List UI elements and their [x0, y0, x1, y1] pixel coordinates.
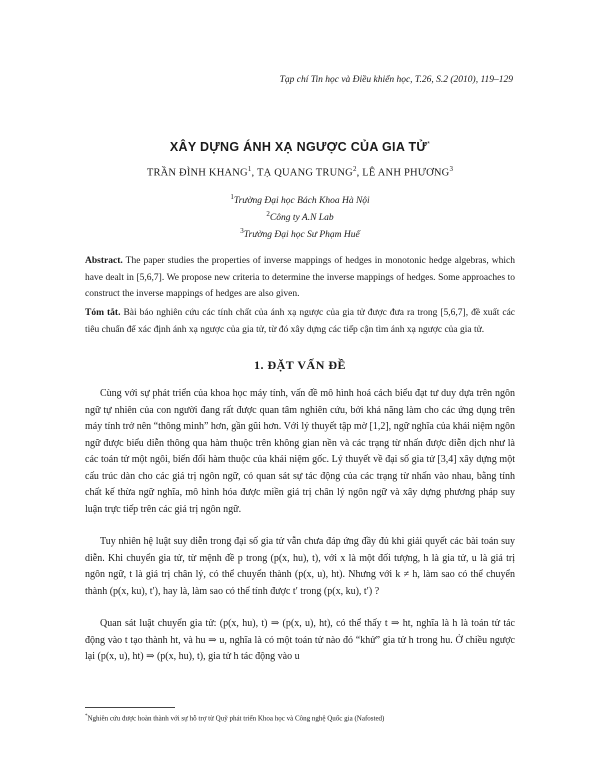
footnote-rule	[85, 707, 175, 708]
footnote	[85, 712, 515, 723]
footnote-text: Nghiên cứu được hoàn thành với sự hỗ trợ từ Quỹ phát triển Khoa học và Công nghệ Quốc gia (Nafosted)	[87, 714, 385, 723]
affiliation-3-sup: 3	[240, 227, 244, 235]
author-2-sup: 2	[352, 165, 357, 173]
abstract-label: Abstract.	[85, 256, 123, 266]
section-heading: 1. ĐẶT VẤN ĐỀ	[253, 358, 347, 372]
abstract-text: The paper studies the properties of inverse mappings of hedges in monotonic hedge algebras, which have dealt in [5,6,7]. We propose new criteria to determine the inverse mappings of hedges. Some approaches to construct the inverse mappings of hedges are also given.	[85, 256, 515, 299]
affiliation-3	[0, 227, 600, 240]
author-list: TRẦN ĐÌNH KHANG$^1$, TẠ QUANG TRUNG$^2$, LÊ ANH PHƯƠNG$^3$	[146, 165, 454, 179]
paragraph-3: Quan sát luật chuyển gia tử: (p(x, hu), t) ⇒ (p(x, u), ht), có thể thấy t ⇒ ht, nghĩa là h là toán tử tác động vào t tạo thành ht, và hu ⇒ u, nghĩa là có một toán tử nào đó “khử” gia tử h trong hu. Ở chiều ngược lại (p(x, u), ht) ⇒ (p(x, hu), t), gia tử h tác động vào u	[85, 618, 515, 662]
author-1-sup: 1	[247, 165, 252, 173]
affiliation-1	[0, 193, 600, 206]
tomtat-label: Tóm tắt.	[85, 308, 121, 318]
paragraph-2: Tuy nhiên hệ luật suy diễn trong đại số gia tử vẫn chưa đáp ứng đầy đủ khi giải quyết các bài toán suy diễn. Khi chuyển gia tử, từ mệnh đề p trong (p(x, hu), t), với x là một đối tượng, h là gia tử, u là giá trị ngôn ngữ, t là giá trị chân lý, có thể chuyển thành (p(x, u), ht). Nhưng với k ≠ h, làm sao có thể chuyển thành (p(x, ku), t′), hay là, làm sao có thể tính được t′ trong (p(x, ku), t′) ?	[85, 536, 515, 597]
author-1: TRẦN ĐÌNH KHANG	[146, 167, 248, 179]
affiliation-2	[0, 210, 600, 223]
paper-title-text: XÂY DỰNG ÁNH XẠ NGƯỢC CỦA GIA TỬ	[169, 140, 428, 154]
paper-title	[0, 140, 600, 154]
tomtat-text: Bài báo nghiên cứu các tính chất của ánh xạ ngược của gia tử được đưa ra trong [5,6,7], đề xuất các tiêu chuẩn để xác định ánh xạ ngược của gia tử, từ đó xây dựng các tiếp cận tìm ánh xạ ngược của gia tử.	[85, 308, 516, 335]
author-2: TẠ QUANG TRUNG	[257, 167, 353, 179]
abstract-block	[85, 253, 515, 303]
author-3: LÊ ANH PHƯƠNG	[362, 167, 450, 179]
author-3-sup: 3	[449, 165, 454, 173]
tomtat-block	[85, 305, 515, 338]
journal-header: Tạp chí Tin học và Điều khiển học, T.26, S.2 (2010), 119–129	[279, 75, 513, 85]
affiliation-2-sup: 2	[266, 210, 270, 218]
affiliation-2-name: Công ty A.N Lab	[269, 213, 334, 224]
affiliation-3-name: Trường Đại học Sư Phạm Huế	[243, 230, 360, 241]
affiliation-1-sup: 1	[230, 193, 234, 201]
title-footnote-mark: *	[427, 140, 431, 148]
affiliation-1-name: Trường Đại học Bách Khoa Hà Nội	[233, 196, 370, 207]
footnote-mark: *	[85, 714, 88, 719]
paragraph-1: Cùng với sự phát triển của khoa học máy tính, vấn đề mô hình hoá cách biểu đạt tư duy dựa trên ngôn ngữ tự nhiên của con người đang rất được quan tâm nghiên cứu, bởi khả năng làm cho các ứng dụng trên máy tính trở nên “thông minh” hơn, gần gũi hơn. Với lý thuyết tập mờ [1,2], ngữ nghĩa của khái niệm ngôn ngữ được biểu diễn thông qua hàm thuộc trên không gian nền và các trạng từ nhấn được diễn dịch như là các toán tử một ngôi, biến đổi hàm thuộc của khái niệm gốc. Lý thuyết về đại số gia tử [3,4] xây dựng một cấu trúc dàn cho các giá trị ngôn ngữ, có quan sát sự tác động của các trạng từ nhấn vào nhau, bằng tính chất kế thừa ngữ nghĩa, mô hình hóa được miền giá trị chân lý ngôn ngữ và xây dựng phương pháp suy luận trực tiếp trên các giá trị ngôn ngữ.	[85, 388, 515, 515]
